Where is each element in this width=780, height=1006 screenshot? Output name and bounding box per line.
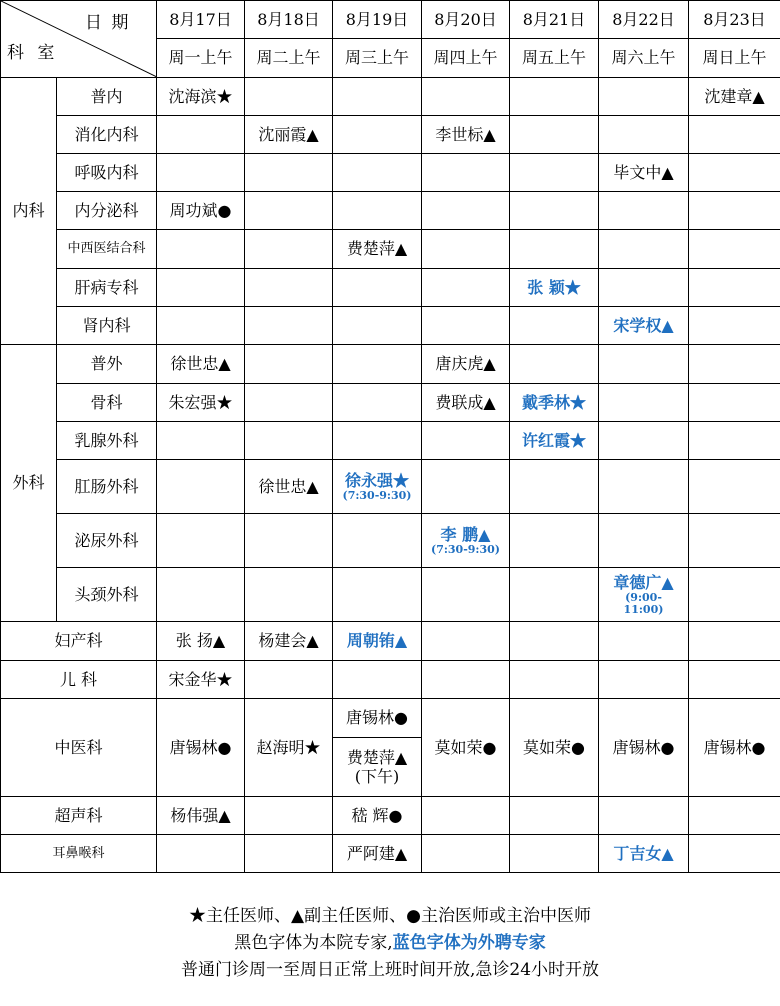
department-axis-label: 科 室 xyxy=(7,43,59,63)
group-internal-medicine: 内科 xyxy=(1,78,57,345)
doctor-cell: 唐庆虎▲ xyxy=(422,345,510,384)
doctor-cell: 唐锡林● xyxy=(599,699,689,797)
weekday-header: 周五上午 xyxy=(510,39,599,78)
doctor-cell: 唐锡林● xyxy=(157,699,245,797)
weekday-header: 周日上午 xyxy=(689,39,780,78)
date-header: 8月17日 xyxy=(157,1,245,39)
doctor-cell-external: 张 颖★ xyxy=(510,269,599,307)
dept-ent: 耳鼻喉科 xyxy=(1,835,157,873)
doctor-cell: 沈海滨★ xyxy=(157,78,245,116)
doctor-cell: 赵海明★ xyxy=(245,699,333,797)
doctor-cell: 唐锡林● xyxy=(689,699,780,797)
dept-respiratory: 呼吸内科 xyxy=(57,154,157,192)
date-header: 8月19日 xyxy=(333,1,422,39)
doctor-cell: 严阿建▲ xyxy=(333,835,422,873)
doctor-name: 费楚萍▲ xyxy=(346,747,408,767)
doctor-cell-split xyxy=(333,699,422,797)
weekday-header: 周二上午 xyxy=(245,39,333,78)
doctor-name: 章德广▲ xyxy=(613,572,674,592)
dept-general-internal: 普内 xyxy=(57,78,157,116)
doctor-cell: 嵇 辉● xyxy=(333,797,422,835)
doctor-cell-external xyxy=(333,460,422,514)
doctor-cell: 徐世忠▲ xyxy=(245,460,333,514)
doctor-cell: 费联成▲ xyxy=(422,384,510,422)
dept-orthopedics: 骨科 xyxy=(57,384,157,422)
legend-hours: 普通门诊周一至周日正常上班时间开放,急诊24小时开放 xyxy=(180,960,600,980)
doctor-cell-external xyxy=(599,568,689,622)
afternoon-note: (下午) xyxy=(354,767,400,786)
date-header: 8月20日 xyxy=(422,1,510,39)
date-header: 8月18日 xyxy=(245,1,333,39)
group-surgery: 外科 xyxy=(1,345,57,622)
doctor-name: 李 鹏▲ xyxy=(440,524,491,544)
doctor-cell: 周功斌● xyxy=(157,192,245,230)
legend-titles: ★主任医师、▲副主任医师、●主治医师或主治中医师 xyxy=(189,906,591,926)
doctor-cell: 徐世忠▲ xyxy=(157,345,245,384)
dept-obstetrics-gynecology: 妇产科 xyxy=(1,622,157,661)
doctor-cell-external: 许红霞★ xyxy=(510,422,599,460)
dept-urology: 泌尿外科 xyxy=(57,514,157,568)
dept-tcm: 中医科 xyxy=(1,699,157,797)
doctor-cell: 张 扬▲ xyxy=(157,622,245,661)
dept-nephrology: 肾内科 xyxy=(57,307,157,345)
doctor-cell-external: 周朝铕▲ xyxy=(333,622,422,661)
header-corner xyxy=(1,1,157,78)
dept-colorectal-surgery: 肛肠外科 xyxy=(57,460,157,514)
diagonal-divider xyxy=(1,1,157,77)
dept-gastroenterology: 消化内科 xyxy=(57,116,157,154)
doctor-cell: 沈建章▲ xyxy=(689,78,780,116)
doctor-cell-external: 戴季林★ xyxy=(510,384,599,422)
legend-colors xyxy=(0,928,780,953)
weekday-header: 周六上午 xyxy=(599,39,689,78)
date-header: 8月23日 xyxy=(689,1,780,39)
dept-breast-surgery: 乳腺外科 xyxy=(57,422,157,460)
date-header: 8月21日 xyxy=(510,1,599,39)
date-header: 8月22日 xyxy=(599,1,689,39)
doctor-cell: 李世标▲ xyxy=(422,116,510,154)
doctor-cell: 宋金华★ xyxy=(157,661,245,699)
clinic-time: (7:30-9:30) xyxy=(342,489,412,503)
doctor-name: 唐锡林● xyxy=(333,699,421,738)
dept-endocrinology: 内分泌科 xyxy=(57,192,157,230)
dept-pediatrics: 儿 科 xyxy=(1,661,157,699)
date-axis-label: 日 期 xyxy=(85,13,131,33)
weekday-header: 周一上午 xyxy=(157,39,245,78)
dept-general-surgery: 普外 xyxy=(57,345,157,384)
doctor-cell-external: 丁吉女▲ xyxy=(599,835,689,873)
clinic-time-start: (9:00- xyxy=(625,591,662,604)
doctor-cell: 莫如荣● xyxy=(510,699,599,797)
clinic-time-end: 11:00) xyxy=(623,603,664,617)
weekday-header: 周四上午 xyxy=(422,39,510,78)
legend-internal-experts: 黑色字体为本院专家, xyxy=(234,933,393,953)
doctor-cell: 费楚萍▲ xyxy=(333,230,422,269)
doctor-cell-external xyxy=(422,514,510,568)
doctor-cell-external: 宋学权▲ xyxy=(599,307,689,345)
doctor-cell: 朱宏强★ xyxy=(157,384,245,422)
doctor-cell: 莫如荣● xyxy=(422,699,510,797)
dept-ultrasound: 超声科 xyxy=(1,797,157,835)
clinic-time: (7:30-9:30) xyxy=(430,543,501,557)
doctor-cell: 沈丽霞▲ xyxy=(245,116,333,154)
doctor-cell: 杨伟强▲ xyxy=(157,797,245,835)
doctor-name: 徐永强★ xyxy=(344,470,409,490)
dept-head-neck-surgery: 头颈外科 xyxy=(57,568,157,622)
dept-integrated-medicine: 中西医结合科 xyxy=(57,230,157,269)
doctor-cell: 毕文中▲ xyxy=(599,154,689,192)
weekday-header: 周三上午 xyxy=(333,39,422,78)
legend-external-experts: 蓝色字体为外聘专家 xyxy=(392,933,546,953)
dept-hepatology: 肝病专科 xyxy=(57,269,157,307)
doctor-cell: 杨建会▲ xyxy=(245,622,333,661)
